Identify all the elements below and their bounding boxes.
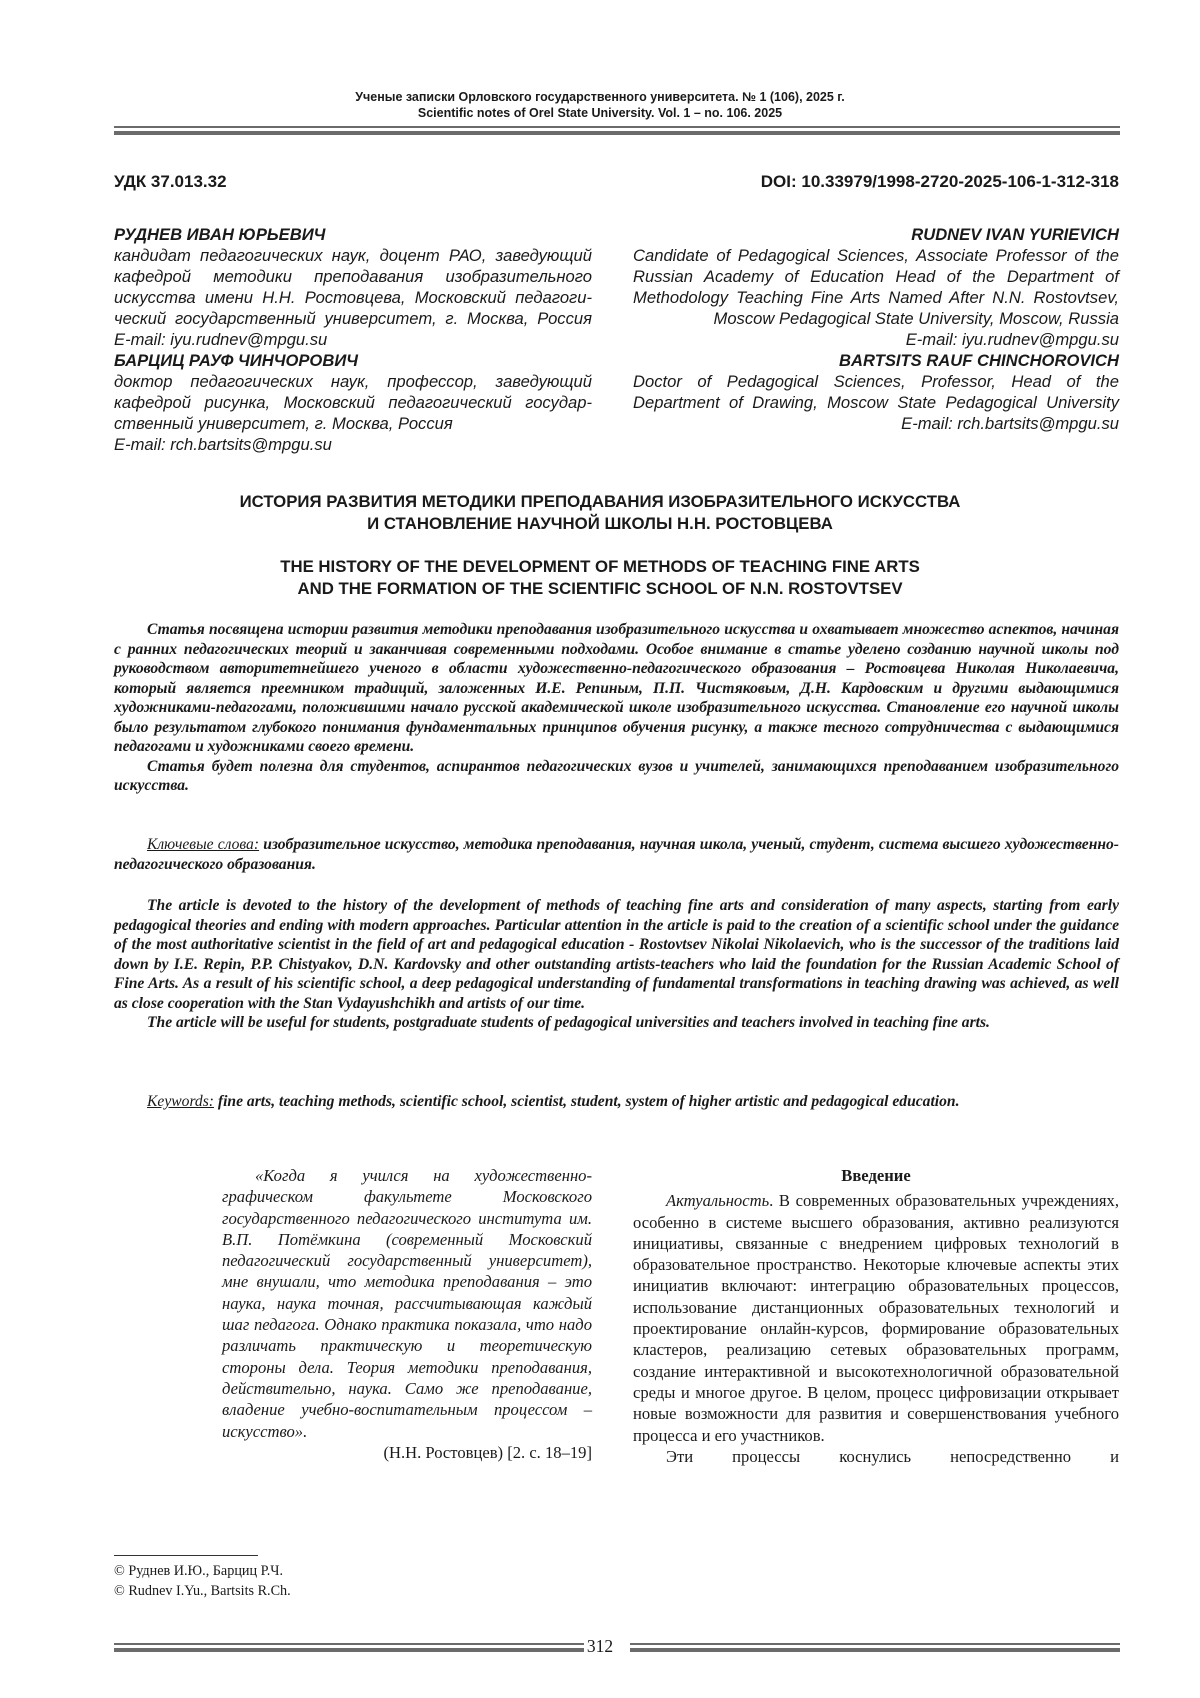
- author1-affiliation-line: ческий государственный университет, г. Москва, Россия: [114, 309, 592, 328]
- copyright-en: © Rudnev I.Yu., Bartsits R.Ch.: [114, 1583, 291, 1599]
- copyright-ru: © Руднев И.Ю., Барциц Р.Ч.: [114, 1563, 284, 1579]
- author2-affiliation-line: кафедрой рисунка, Московский педагогический государ-: [114, 393, 592, 412]
- author2-email-ru: E-mail: rch.bartsits@mpgu.su: [114, 435, 332, 454]
- epigraph: [222, 1165, 592, 1463]
- keywords-ru: [114, 835, 1119, 874]
- title-ru: [0, 491, 1200, 535]
- abstract-en-paragraph: The article will be useful for students, postgraduate students of pedagogical universities and teachers involved in teaching fine arts.: [147, 1014, 990, 1031]
- page-number: 312: [586, 1636, 614, 1656]
- author1-affiliation-line-en: Candidate of Pedagogical Sciences, Associate Professor of the: [633, 246, 1119, 265]
- author1-affiliation-line: кандидат педагогических наук, доцент РАО, заведующий: [114, 246, 592, 265]
- intro-paragraph-text: . В современных образовательных учреждениях, особенно в системе высшего образования, активно реализуются инициативы, связанные с внедрением цифровых технологий в образовательное пространство. Некоторые ключевые аспекты этих инициатив включают: интеграцию образовательных процессов, использование дистанционных образовательных технологий и проектирование онлайн-курсов, формирование образовательных кластеров, реализацию сетевых образовательных программ, создание интерактивной и высокотехнологичной образовательной среды и многое другое. В целом, процесс цифровизации открывает новые возможности для развития и совершенствования учебного процесса и его участников.: [633, 1191, 1119, 1445]
- author2-affiliation-line-en: Doctor of Pedagogical Sciences, Professor, Head of the: [633, 372, 1119, 391]
- abstract-en: [114, 896, 1119, 1033]
- keywords-ru-label: Ключевые слова:: [147, 836, 260, 853]
- author1-affiliation-line-en: Russian Academy of Education Head of the Department of: [633, 267, 1119, 286]
- title-en: [0, 556, 1200, 600]
- doi: DOI: 10.33979/1998-2720-2025-106-1-312-318: [760, 172, 1119, 191]
- abstract-ru-paragraph: Статья посвящена истории развития методики преподавания изобразительного искусства и охватывает множество аспектов, начиная с ранних педагогических теорий и заканчивая современными подходами. Особое внимание в статье уделено созданию научной школы под руководством авторитетнейшего ученого в области художественно-педагогического образования – Ростовцева Николая Николаевича, который является преемником традиций, заложенных И.Е. Репиным, П.П. Чистяковым, Д.Н. Кардовским и другими выдающимися художниками-педагогами, положившими начало русской академической школе изобразительного искусства. Становление его научной школы было результатом глубокого понимания фундаментальных принципов обучения рисунку, а также тесного сотрудничества с выдающимися педагогами и художниками своего времени.: [114, 621, 1119, 755]
- keywords-ru-text: изобразительное искусство, методика преподавания, научная школа, ученый, студент, система высшего художественно-педагогического образования.: [114, 836, 1119, 873]
- author1-affiliation-line: кафедрой методики преподавания изобразительного: [114, 267, 592, 286]
- epigraph-quote: «Когда я учился на художественно-графическом факультете Московского государственного педагогического института им. В.П. Потёмкина (современный Московский педагогический государственный университет), мне внушали, что методика преподавания – это наука, наука точная, рассчитывающая каждый шаг педагога. Однако практика показала, что надо различать практическую и теоретическую стороны дела. Теория методики преподавания, действительно, наука. Само же преподавание, владение учебно-воспитательным процессом – искусство».: [222, 1166, 592, 1441]
- title-en-line: THE HISTORY OF THE DEVELOPMENT OF METHODS OF TEACHING FINE ARTS: [280, 557, 920, 576]
- author2-email-en: E-mail: rch.bartsits@mpgu.su: [901, 414, 1119, 433]
- keywords-en-text: fine arts, teaching methods, scientific school, scientist, student, system of higher artistic and pedagogical education.: [217, 1093, 960, 1110]
- title-ru-line: ИСТОРИЯ РАЗВИТИЯ МЕТОДИКИ ПРЕПОДАВАНИЯ ИЗОБРАЗИТЕЛЬНОГО ИСКУССТВА: [239, 492, 961, 511]
- author1-email-en: E-mail: iyu.rudnev@mpgu.su: [905, 330, 1119, 349]
- author2-affiliation-line-en: Department of Drawing, Moscow State Pedagogical University: [633, 393, 1119, 412]
- authors-en-block: [633, 224, 1119, 434]
- authors-ru-block: [114, 224, 592, 455]
- author1-email-ru: E-mail: iyu.rudnev@mpgu.su: [114, 330, 328, 349]
- author2-affiliation-line: доктор педагогических наук, профессор, заведующий: [114, 372, 592, 391]
- author1-name-en: RUDNEV IVAN YURIEVICH: [911, 225, 1119, 244]
- author1-affiliation-line-en: Moscow Pedagogical State University, Moscow, Russia: [713, 309, 1119, 328]
- abstract-en-paragraph: The article is devoted to the history of the development of methods of teaching fine arts and consideration of many aspects, starting from early pedagogical theories and ending with modern approaches. Particular attention in the article is paid to the creation of a scientific school under the guidance of the most authoritative scientist in the field of art and pedagogical education - Rostovtsev Nikolai Nikolaevich, who is the successor of the traditions laid down by I.E. Repin, P.P. Chistyakov, D.N. Kardovsky and other outstanding artists-teachers who laid the foundation for the Russian Academic School of Fine Arts. As a result of his scientific school, a deep pedagogical understanding of fundamental transformations in teaching drawing was achieved, as well as close cooperation with the Stan Vydayushchikh and artists of our time.: [114, 897, 1119, 1012]
- journal-header-en: Scientific notes of Orel State University. Vol. 1 – no. 106. 2025: [417, 106, 783, 120]
- header-rule-bottom: [114, 131, 1120, 135]
- abstract-ru: [114, 620, 1119, 796]
- author2-affiliation-line: ственный университет, г. Москва, Россия: [114, 414, 453, 433]
- epigraph-reference: (Н.Н. Ростовцев) [2. с. 18–19]: [383, 1442, 592, 1462]
- section-heading: Введение: [841, 1166, 911, 1185]
- udk-code: УДК 37.013.32: [114, 172, 227, 191]
- header-rule-top: [114, 126, 1120, 128]
- intro-paragraph-continued: Эти процессы коснулись непосредственно и: [666, 1446, 1119, 1466]
- title-en-line: AND THE FORMATION OF THE SCIENTIFIC SCHOOL OF N.N. ROSTOVTSEV: [297, 579, 903, 598]
- author1-name-ru: РУДНЕВ ИВАН ЮРЬЕВИЧ: [114, 225, 326, 244]
- author2-name-ru: БАРЦИЦ РАУФ ЧИНЧОРОВИЧ: [114, 351, 359, 370]
- keywords-en-label: Keywords:: [147, 1093, 214, 1110]
- keywords-en: [114, 1092, 1119, 1112]
- intro-paragraph: [633, 1190, 1119, 1446]
- abstract-ru-paragraph: Статья будет полезна для студентов, аспирантов педагогических вузов и учителей, занимающихся преподаванием изобразительного искусства.: [114, 757, 1119, 794]
- intro-lead-word: Актуальность: [666, 1191, 770, 1211]
- title-ru-line: И СТАНОВЛЕНИЕ НАУЧНОЙ ШКОЛЫ Н.Н. РОСТОВЦЕВА: [367, 514, 833, 533]
- author2-name-en: BARTSITS RAUF CHINCHOROVICH: [839, 351, 1119, 370]
- copyright-block: [114, 1561, 291, 1601]
- introduction-column: [633, 1165, 1119, 1467]
- author1-affiliation-line-en: Methodology Teaching Fine Arts Named After N.N. Rostovtsev,: [633, 288, 1119, 307]
- author1-affiliation-line: искусства имени Н.Н. Ростовцева, Московский педагоги-: [114, 288, 592, 307]
- journal-header-ru: Ученые записки Орловского государственного университета. № 1 (106), 2025 г.: [355, 90, 845, 104]
- footnote-rule: [114, 1555, 258, 1556]
